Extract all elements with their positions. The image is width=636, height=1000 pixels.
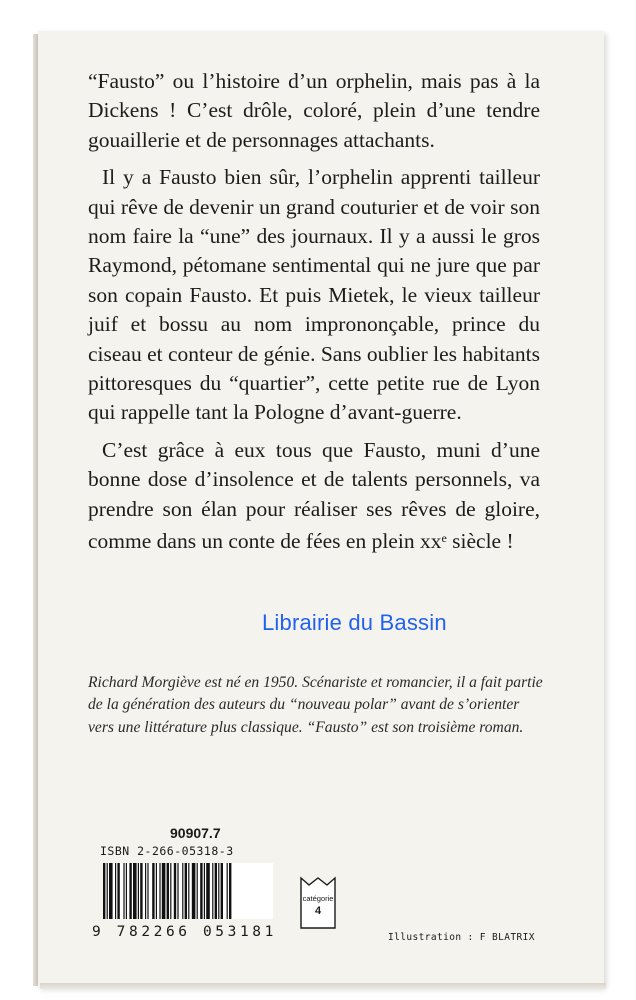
barcode-bar (103, 863, 105, 919)
barcode-bar (188, 863, 189, 919)
category-number: 4 (314, 905, 322, 917)
barcode-bar (167, 863, 169, 919)
barcode-bar (123, 863, 124, 919)
barcode-bar (204, 863, 205, 919)
barcode-bar (138, 863, 139, 919)
barcode-bar (227, 863, 228, 919)
barcode-bar (221, 863, 223, 919)
illustration-credit: Illustration : F BLATRIX (388, 932, 535, 943)
isbn-number: ISBN 2-266-05318-3 (100, 844, 234, 858)
blurb-paragraph-3-main: C’est grâce à eux tous que Fausto, muni d’une bonne dose d’insolence et de talents personnels, va prendre son élan pour réaliser ses rêves de gloire, comme dans un conte de fées en plein xx (88, 437, 540, 554)
price-code: 90907.7 (170, 825, 221, 841)
barcode-bar (212, 863, 213, 919)
barcode-bar (177, 863, 178, 919)
author-bio: Richard Morgiève est né en 1950. Scénariste et romancier, il a fait partie de la génération des auteurs du “nouveau polar” avant de s’orienter vers une littérature plus classique. “Fausto” est son troisième roman. (88, 674, 543, 736)
barcode-bar (218, 863, 219, 919)
barcode-bar (147, 863, 148, 919)
barcode-bar (229, 863, 231, 919)
blurb-text (88, 67, 540, 565)
barcode-bar (215, 863, 217, 919)
blurb-paragraph-2: Il y a Fausto bien sûr, l’orphelin apprenti tailleur qui rêve de devenir un grand couturier et de voir son nom faire la “une” des journaux. Il y a aussi le gros Raymond, pétomane sentimental qui ne jure que par son copain Fausto. Et puis Mietek, le vieux tailleur juif et bossu au nom imprononçable, prince du ciseau et conteur de génie. Sans oublier les habitants pittoresques du “quartier”, cette petite rue de Lyon qui rappelle tant la Pologne d’avant-guerre. (88, 165, 540, 425)
barcode-bar (152, 863, 154, 919)
barcode-bar (192, 863, 196, 919)
barcode (103, 863, 273, 919)
category-badge-icon (299, 876, 337, 930)
barcode-bar (200, 863, 202, 919)
century-superscript: e (441, 531, 447, 546)
blurb-paragraph-1: “Fausto” ou l’histoire d’un orphelin, mais pas à la Dickens ! C’est drôle, coloré, plein d’une tendre gouaillerie et de personnages attachants. (88, 69, 540, 152)
barcode-bar (115, 863, 116, 919)
barcode-bar (182, 863, 183, 919)
book-page-edge (40, 983, 606, 989)
bookshop-watermark: Librairie du Bassin (262, 610, 447, 635)
barcode-bar (117, 863, 119, 919)
barcode-bar (145, 863, 146, 919)
blurb-paragraph-3 (88, 436, 540, 557)
barcode-bar (129, 863, 131, 919)
barcode-bar (140, 863, 142, 919)
barcode-bar (159, 863, 160, 919)
barcode-bar (133, 863, 137, 919)
barcode-bar (107, 863, 108, 919)
blurb-paragraph-3-end: siècle ! (446, 529, 514, 554)
barcode-bars (103, 863, 273, 919)
barcode-bar (206, 863, 210, 919)
barcode-bar (197, 863, 198, 919)
barcode-bar (170, 863, 171, 919)
barcode-bar (162, 863, 166, 919)
category-label: catégorie (302, 894, 334, 903)
barcode-bar (185, 863, 187, 919)
barcode-bar (156, 863, 157, 919)
barcode-bar (174, 863, 176, 919)
barcode-digits: 9 782266 053181 (92, 924, 277, 940)
barcode-bar (109, 863, 113, 919)
barcode-bar (126, 863, 127, 919)
